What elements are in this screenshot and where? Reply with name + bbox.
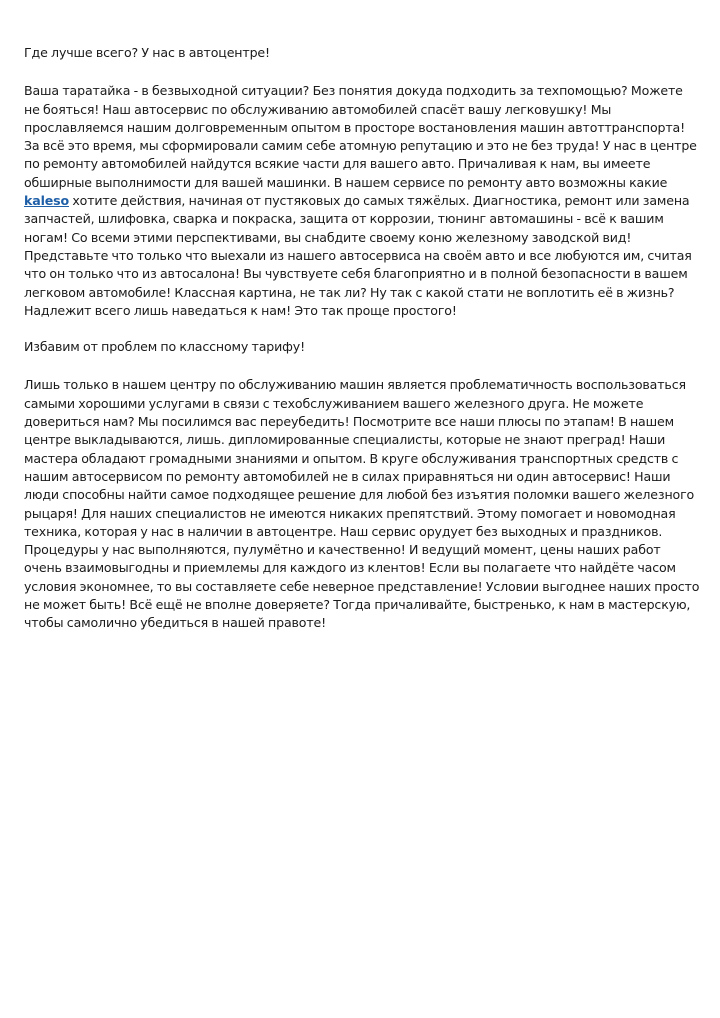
document-page <box>24 44 700 651</box>
paragraph-intro-text-before: Ваша таратайка - в безвыходной ситуации? Без понятия докуда подходить за техпомощью? Можете не бояться! Наш автосервис по обслуживанию автомобилей спасёт вашу легковушку! Мы прославляемся нашим долговременным опытом в просторе востановления машин автоттранспорта! За всё это время, мы сформировали самим себе атомную репутацию и это не без труда! У нас в центре по ремонту автомобилей найдутся всякие части для вашего авто. Причаливая к нам, вы имеете обширные выполнимости для вашей машинки. В нашем сервисе по ремонту авто возможны какие <box>24 83 697 190</box>
paragraph-benefits: Лишь только в нашем центру по обслуживанию машин является проблематичность воспользоваться самыми хорошими услугами в связи с техобслуживанием вашего железного друга. Не можете довериться нам? Мы посилимся вас переубедить! Посмотрите все наши плюсы по этапам! В нашем центре выкладываются, лишь. дипломированные специалисты, которые не знают преград! Наши мастера обладают громадными знаниями и опытом. В круге обслуживания транспортных средств с нашим автосервисом по ремонту автомобилей не в силах приравняться ни один автосервис! Наши люди способны найти самое подходящее решение для любой без изъятия поломки вашего железного рыцаря! Для наших специалистов не имеются никаких препятствий. Этому помогает и новомодная техника, которая у нас в наличии в автоцентре. Наш сервис орудует без выходных и праздников. Процедуры у нас выполняются, пулумётно и качественно! И ведущий момент, цены наших работ очень взаимовыгодны и приемлемы для каждого из клентов! Если вы полагаете что найдёте часом условия экономнее, то вы составляете себе неверное представление! Условии выгоднее наших просто не может быть! Всё ещё не вполне доверяете? Тогда причаливайте, быстренько, к нам в мастерскую, чтобы самолично убедиться в нашей правоте! <box>24 377 700 631</box>
kaleso-link[interactable]: kaleso <box>24 193 69 209</box>
heading-where-best: Где лучше всего? У нас в автоцентре! <box>24 45 270 60</box>
heading-pricing: Избавим от проблем по классному тарифу! <box>24 339 305 355</box>
paragraph-intro-text-after: хотите действия, начиная от пустяковых до самых тяжёлых. Диагностика, ремонт или замена запчастей, шлифовка, сварка и покраска, защита от коррозии, тюнинг автомашины - всё к вашим ногам! Со всеми этими перспективами, вы снабдите своему коню железному заводской вид! Представьте что только что выехали из нашего автосервиса на своём авто и все любуются им, считая что он только что из автосалона! Вы чувствуете себя благоприятно и в полной безопасности в вашем легковом автомобиле! Классная картина, не так ли? Ну так с какой стати не воплотить её в жизнь? Надлежит всего лишь наведаться к нам! Это так проще простого! <box>24 193 692 318</box>
paragraph-intro <box>24 82 700 320</box>
